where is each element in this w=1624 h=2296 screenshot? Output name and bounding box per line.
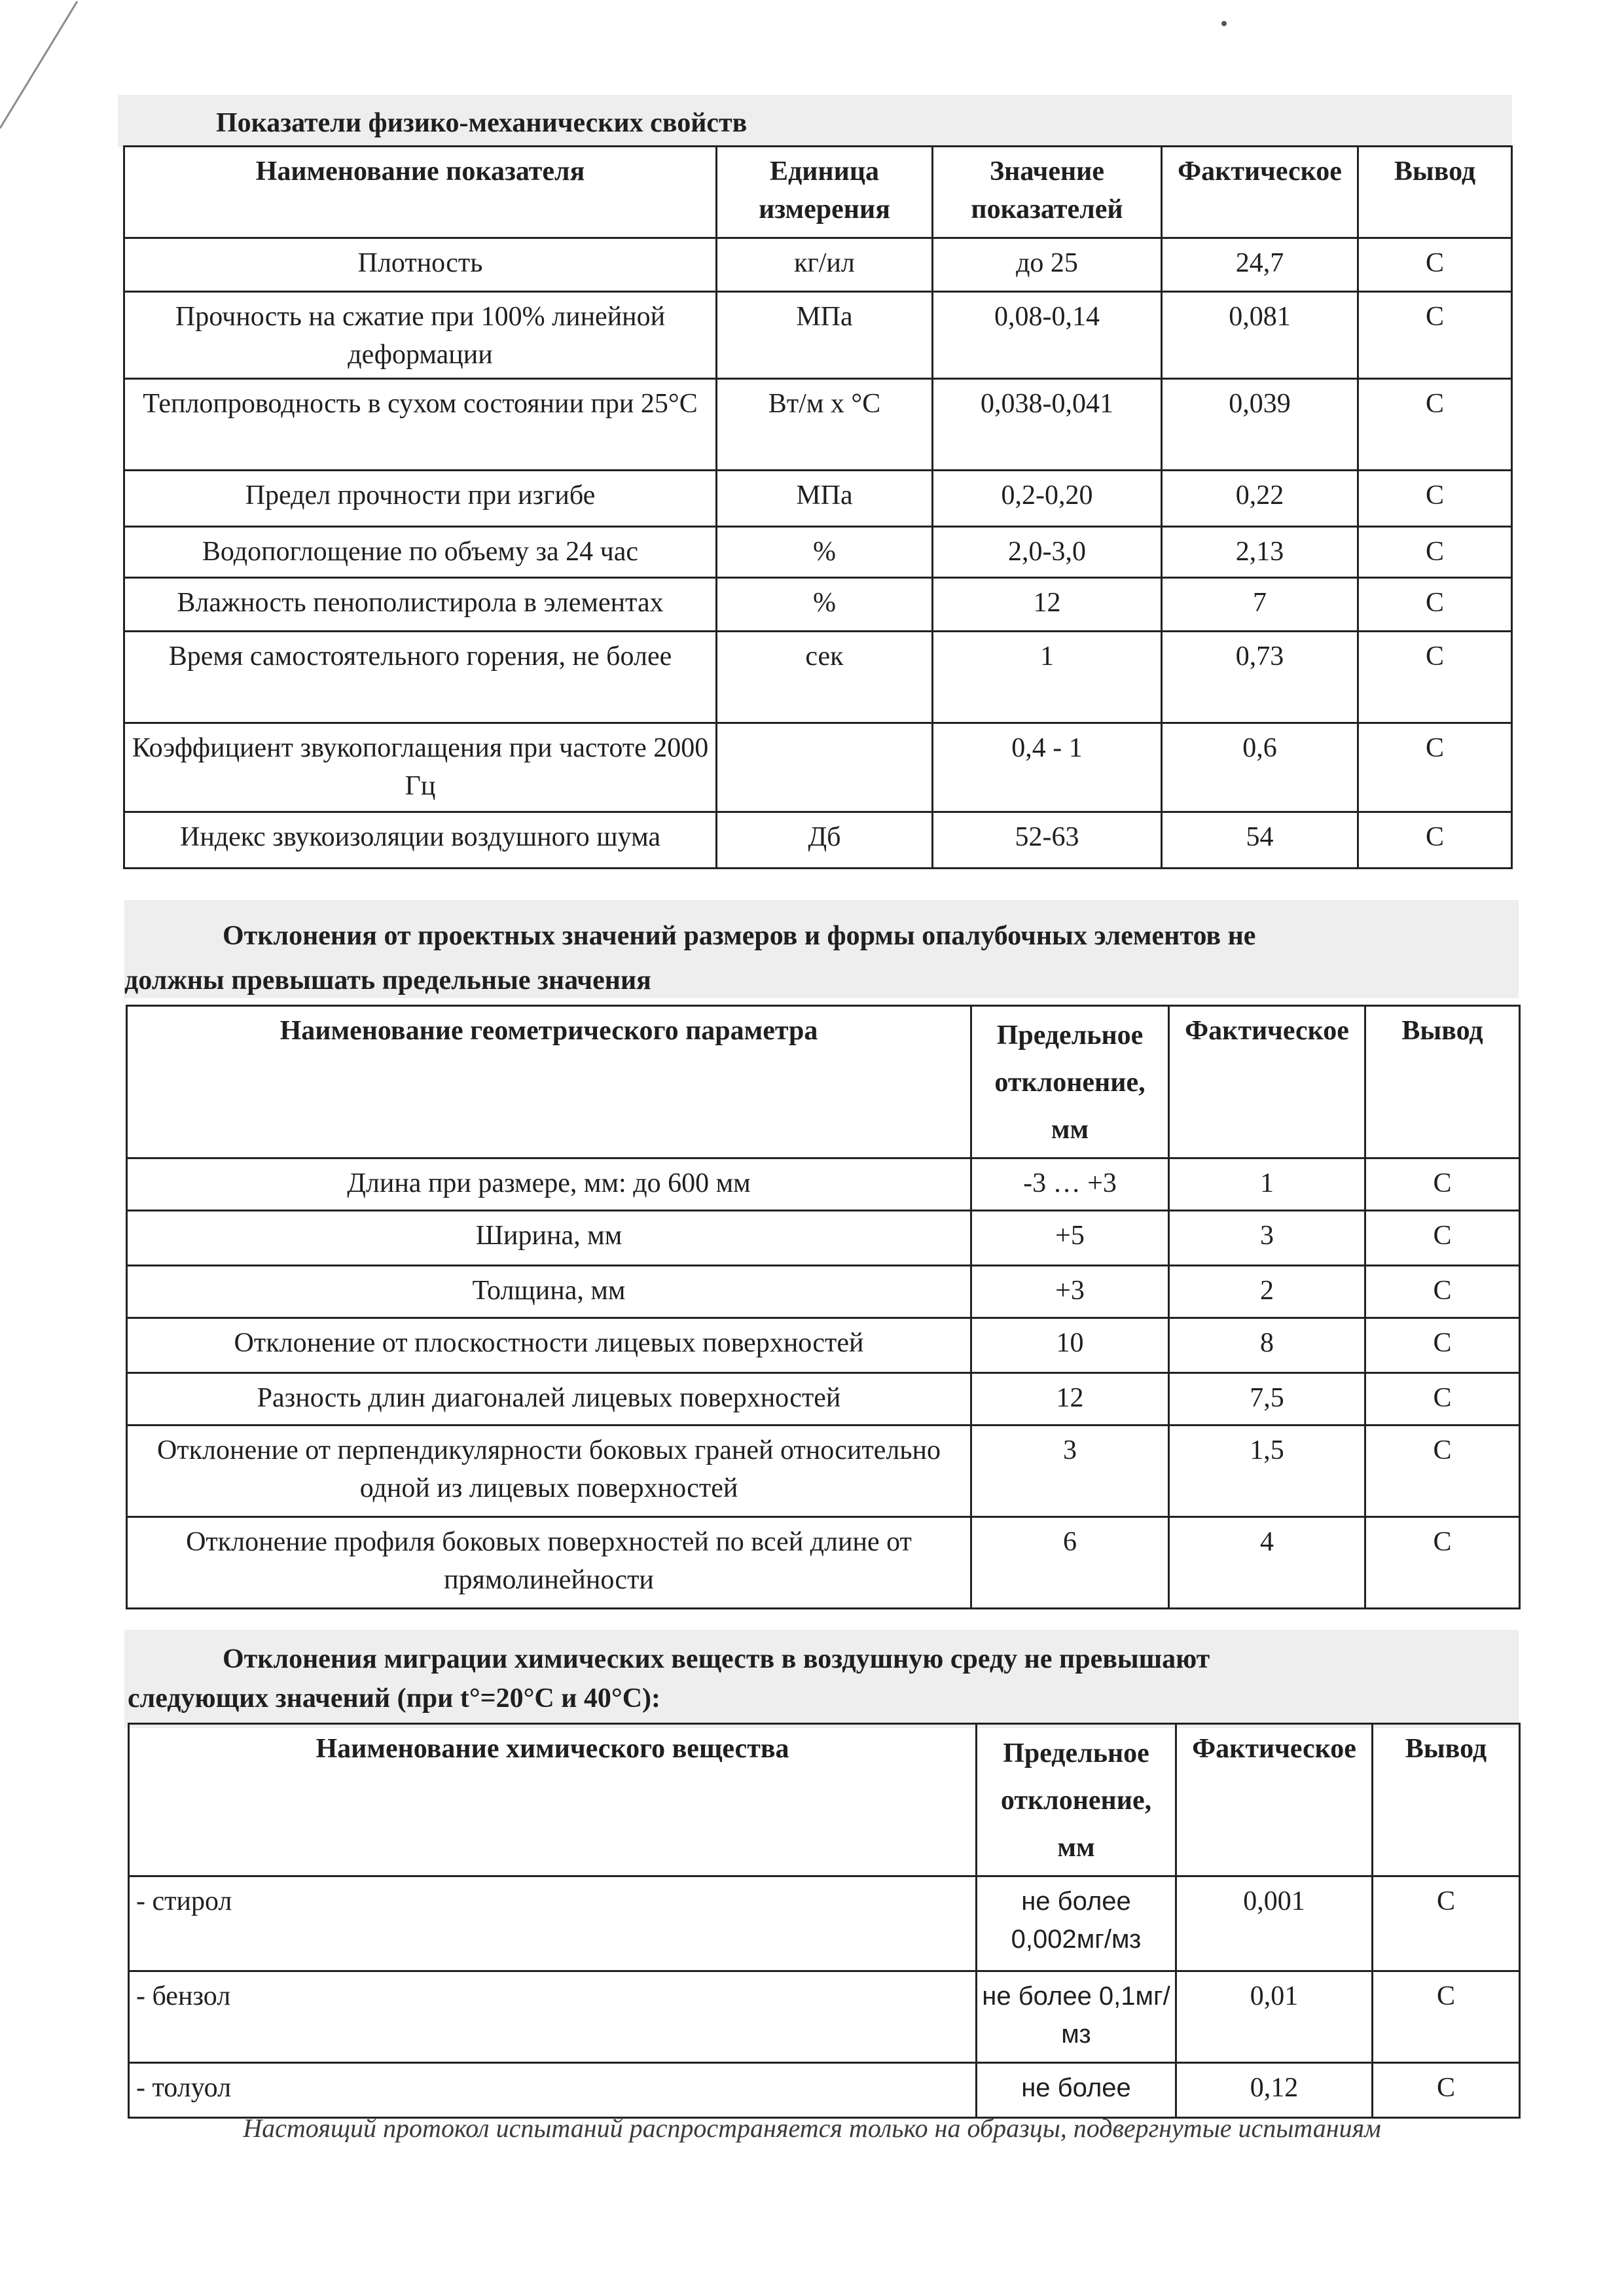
table-row	[127, 1318, 1520, 1373]
table-header-row	[127, 1006, 1520, 1158]
row-name: Ширина, мм	[127, 1211, 971, 1266]
section3-title-line2: следующих значений (при t°=20°С и 40°С):	[128, 1683, 660, 1713]
row-value: до 25	[933, 238, 1162, 292]
row-result: С	[1358, 632, 1512, 723]
row-limit: 10	[971, 1318, 1169, 1373]
row-actual: 0,001	[1176, 1876, 1373, 1971]
row-actual: 0,039	[1162, 379, 1358, 471]
header-result: Вывод	[1373, 1724, 1520, 1876]
row-name: Коэффициент звукопоглащения при частоте 2000 Гц	[124, 723, 717, 812]
row-result: С	[1358, 527, 1512, 578]
table-row	[127, 1158, 1520, 1211]
row-name: - толуол	[129, 2063, 977, 2118]
row-name: Отклонение от перпендикулярности боковых граней относительно одной из лицевых поверхностей	[127, 1426, 971, 1517]
row-name: Отклонение профиля боковых поверхностей по всей длине от прямолинейности	[127, 1517, 971, 1609]
header-name: Наименование показателя	[124, 147, 717, 238]
row-name: - бензол	[129, 1971, 977, 2063]
row-actual: 24,7	[1162, 238, 1358, 292]
physical-properties-table	[123, 145, 1513, 869]
row-limit: 3	[971, 1426, 1169, 1517]
row-value: 12	[933, 578, 1162, 632]
table-row	[127, 1517, 1520, 1609]
row-unit	[717, 723, 933, 812]
row-result: С	[1365, 1158, 1520, 1211]
row-value: 0,038-0,041	[933, 379, 1162, 471]
scan-corner-fold	[0, 0, 79, 131]
row-limit: -3 … +3	[971, 1158, 1169, 1211]
footer-note: Настоящий протокол испытаний распространяется только на образцы, подвергнутые испытаниям	[243, 2113, 1381, 2143]
table-row	[129, 1876, 1520, 1971]
row-result: С	[1358, 812, 1512, 869]
table-row	[124, 812, 1512, 869]
row-limit: не более 0,002мг/мз	[977, 1876, 1176, 1971]
header-unit: Единица измерения	[717, 147, 933, 238]
row-result: С	[1358, 471, 1512, 527]
row-limit: +3	[971, 1266, 1169, 1318]
row-actual: 7,5	[1169, 1373, 1365, 1426]
row-limit: 12	[971, 1373, 1169, 1426]
table-row	[124, 292, 1512, 379]
row-name: Прочность на сжатие при 100% линейной деформации	[124, 292, 717, 379]
header-limit: Предельное отклонение, мм	[977, 1724, 1176, 1876]
row-name: Время самостоятельного горения, не более	[124, 632, 717, 723]
row-actual: 1,5	[1169, 1426, 1365, 1517]
row-unit: %	[717, 578, 933, 632]
table-row	[127, 1426, 1520, 1517]
table-row	[129, 2063, 1520, 2118]
table-row	[124, 527, 1512, 578]
row-unit: Вт/м х °С	[717, 379, 933, 471]
table-row	[124, 723, 1512, 812]
row-unit: %	[717, 527, 933, 578]
row-actual: 2	[1169, 1266, 1365, 1318]
header-result: Вывод	[1365, 1006, 1520, 1158]
chemical-migration-table	[128, 1723, 1521, 2119]
row-actual: 3	[1169, 1211, 1365, 1266]
row-actual: 8	[1169, 1318, 1365, 1373]
row-limit: не более 0,1мг/мз	[977, 1971, 1176, 2063]
row-name: Предел прочности при изгибе	[124, 471, 717, 527]
row-result: С	[1358, 578, 1512, 632]
row-limit: не более	[977, 2063, 1176, 2118]
row-actual: 0,01	[1176, 1971, 1373, 2063]
scan-speck	[1221, 21, 1227, 26]
row-value: 52-63	[933, 812, 1162, 869]
row-unit: сек	[717, 632, 933, 723]
row-unit: Дб	[717, 812, 933, 869]
row-result: С	[1358, 238, 1512, 292]
row-actual: 0,22	[1162, 471, 1358, 527]
row-name: Влажность пенополистирола в элементах	[124, 578, 717, 632]
row-value: 2,0-3,0	[933, 527, 1162, 578]
row-actual: 7	[1162, 578, 1358, 632]
row-result: С	[1365, 1266, 1520, 1318]
row-result: С	[1365, 1373, 1520, 1426]
row-value: 0,2-0,20	[933, 471, 1162, 527]
geometry-deviation-table	[126, 1005, 1521, 1609]
row-actual: 0,73	[1162, 632, 1358, 723]
header-value: Значение показателей	[933, 147, 1162, 238]
row-actual: 1	[1169, 1158, 1365, 1211]
row-name: Толщина, мм	[127, 1266, 971, 1318]
row-name: Теплопроводность в сухом состоянии при 25°С	[124, 379, 717, 471]
row-actual: 2,13	[1162, 527, 1358, 578]
section1-title: Показатели физико-механических свойств	[216, 108, 748, 138]
table-row	[127, 1266, 1520, 1318]
row-limit: +5	[971, 1211, 1169, 1266]
table-row	[127, 1211, 1520, 1266]
row-name: Индекс звукоизоляции воздушного шума	[124, 812, 717, 869]
row-result: С	[1365, 1426, 1520, 1517]
header-name: Наименование химического вещества	[129, 1724, 977, 1876]
table-header-row	[124, 147, 1512, 238]
row-limit: 6	[971, 1517, 1169, 1609]
row-actual: 4	[1169, 1517, 1365, 1609]
row-actual: 54	[1162, 812, 1358, 869]
header-limit: Предельное отклонение, мм	[971, 1006, 1169, 1158]
row-result: С	[1365, 1517, 1520, 1609]
row-unit: кг/ил	[717, 238, 933, 292]
row-actual: 0,6	[1162, 723, 1358, 812]
section3-title-line1: Отклонения миграции химических веществ в воздушную среду не превышают	[223, 1644, 1210, 1674]
row-result: С	[1373, 2063, 1520, 2118]
header-name: Наименование геометрического параметра	[127, 1006, 971, 1158]
row-actual: 0,12	[1176, 2063, 1373, 2118]
row-unit: МПа	[717, 292, 933, 379]
row-value: 1	[933, 632, 1162, 723]
row-name: - стирол	[129, 1876, 977, 1971]
row-result: С	[1358, 379, 1512, 471]
row-result: С	[1358, 292, 1512, 379]
table-row	[124, 238, 1512, 292]
header-actual: Фактическое	[1169, 1006, 1365, 1158]
table-row	[129, 1971, 1520, 2063]
row-name: Плотность	[124, 238, 717, 292]
row-name: Водопоглощение по объему за 24 час	[124, 527, 717, 578]
row-name: Отклонение от плоскостности лицевых поверхностей	[127, 1318, 971, 1373]
row-value: 0,4 - 1	[933, 723, 1162, 812]
section2-title-line1: Отклонения от проектных значений размеров и формы опалубочных элементов не	[223, 921, 1256, 951]
section2-title-line2: должны превышать предельные значения	[124, 965, 651, 996]
header-actual: Фактическое	[1162, 147, 1358, 238]
table-row	[124, 379, 1512, 471]
table-row	[127, 1373, 1520, 1426]
row-result: С	[1373, 1971, 1520, 2063]
row-name: Длина при размере, мм: до 600 мм	[127, 1158, 971, 1211]
row-actual: 0,081	[1162, 292, 1358, 379]
row-result: С	[1365, 1211, 1520, 1266]
table-row	[124, 471, 1512, 527]
row-result: С	[1365, 1318, 1520, 1373]
row-result: С	[1358, 723, 1512, 812]
table-row	[124, 578, 1512, 632]
table-header-row	[129, 1724, 1520, 1876]
header-actual: Фактическое	[1176, 1724, 1373, 1876]
table-row	[124, 632, 1512, 723]
row-unit: МПа	[717, 471, 933, 527]
row-result: С	[1373, 1876, 1520, 1971]
row-value: 0,08-0,14	[933, 292, 1162, 379]
header-result: Вывод	[1358, 147, 1512, 238]
row-name: Разность длин диагоналей лицевых поверхностей	[127, 1373, 971, 1426]
